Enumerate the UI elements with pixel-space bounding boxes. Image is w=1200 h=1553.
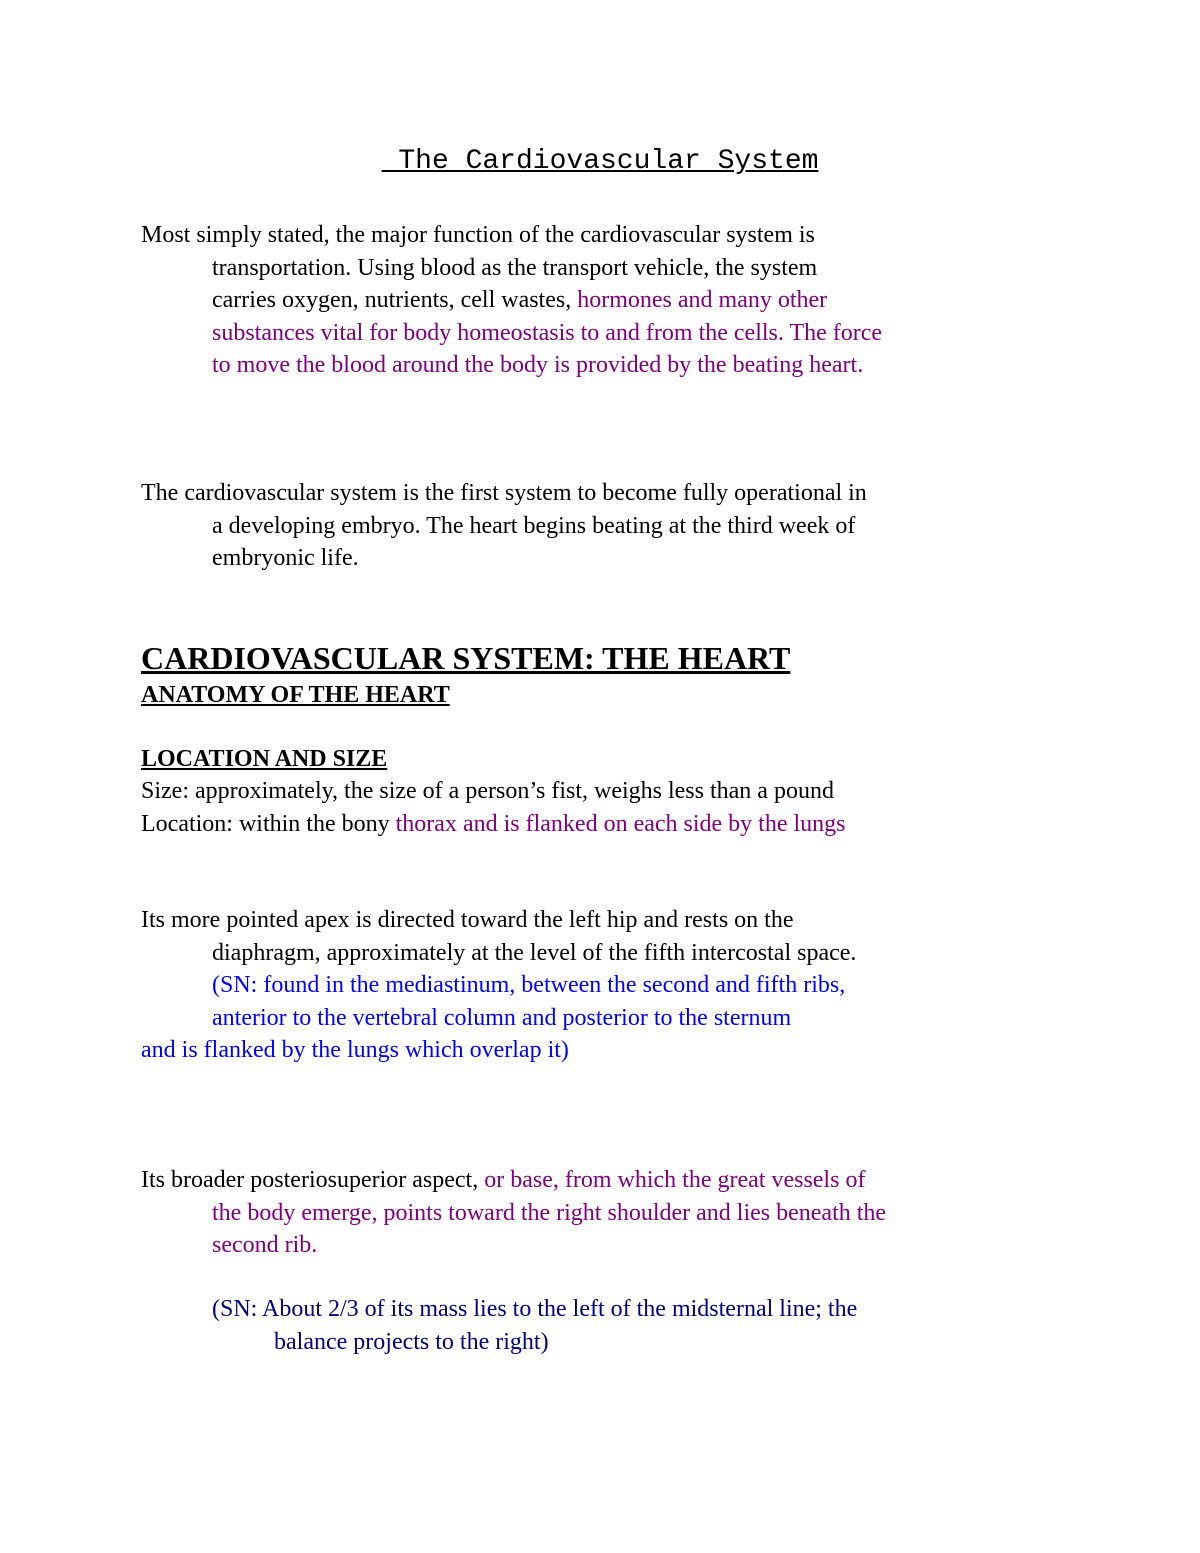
mass-note-paragraph (141, 1293, 1021, 1358)
apex-line-1: Its more pointed apex is directed toward the left hip and rests on the (141, 907, 794, 933)
subsection-heading: ANATOMY OF THE HEART (141, 682, 450, 708)
intro-paragraph (141, 219, 1021, 382)
location-line (141, 808, 1021, 841)
intro-line-3-black: carries oxygen, nutrients, cell wastes, (212, 287, 578, 313)
mass-note-line-1: (SN: About 2/3 of its mass lies to the left of the midsternal line; the (212, 1296, 858, 1322)
section-heading: CARDIOVASCULAR SYSTEM: THE HEART (141, 640, 791, 676)
intro-line-3 (141, 284, 1021, 317)
location-line-purple: thorax and is flanked on each side by the lungs (395, 810, 846, 837)
base-line-1-black: Its broader posteriosuperior aspect, (141, 1167, 485, 1193)
apex-line-4: anterior to the vertebral column and posterior to the sternum (212, 1004, 792, 1031)
intro-line-1: Most simply stated, the major function of the cardiovascular system is (141, 222, 815, 248)
embryo-line-1: The cardiovascular system is the first system to become fully operational in (141, 480, 867, 506)
intro-line-3-purple: hormones and many other (577, 287, 828, 313)
apex-line-3: (SN: found in the mediastinum, between the second and fifth ribs, (212, 972, 846, 998)
topic-heading: LOCATION AND SIZE (141, 746, 388, 772)
base-line-1-purple: or base, from which the great vessels of (484, 1167, 866, 1193)
base-line-1 (141, 1164, 1021, 1197)
embryo-line-3: embryonic life. (212, 545, 359, 571)
size-location-block (141, 775, 1021, 840)
size-line: Size: approximately, the size of a person’s fist, weighs less than a pound (141, 778, 834, 804)
base-paragraph (141, 1164, 1021, 1262)
embryo-line-2: a developing embryo. The heart begins beating at the third week of (212, 512, 856, 539)
apex-paragraph (141, 904, 1021, 1067)
apex-line-5: and is flanked by the lungs which overlap it) (141, 1037, 569, 1063)
page-title: The Cardiovascular System (381, 146, 819, 177)
location-line-black: Location: within the bony (141, 810, 396, 837)
intro-line-4: substances vital for body homeostasis to and from the cells. The force (212, 319, 883, 346)
apex-line-2: diaphragm, approximately at the level of the fifth intercostal space. (212, 939, 857, 966)
base-line-3: second rib. (212, 1232, 318, 1258)
base-line-2: the body emerge, points toward the right shoulder and lies beneath the (212, 1199, 887, 1226)
embryo-paragraph (141, 477, 1021, 575)
intro-line-2: transportation. Using blood as the transport vehicle, the system (212, 254, 818, 281)
intro-line-5: to move the blood around the body is provided by the beating heart. (212, 352, 864, 378)
mass-note-line-2: balance projects to the right) (274, 1328, 549, 1355)
